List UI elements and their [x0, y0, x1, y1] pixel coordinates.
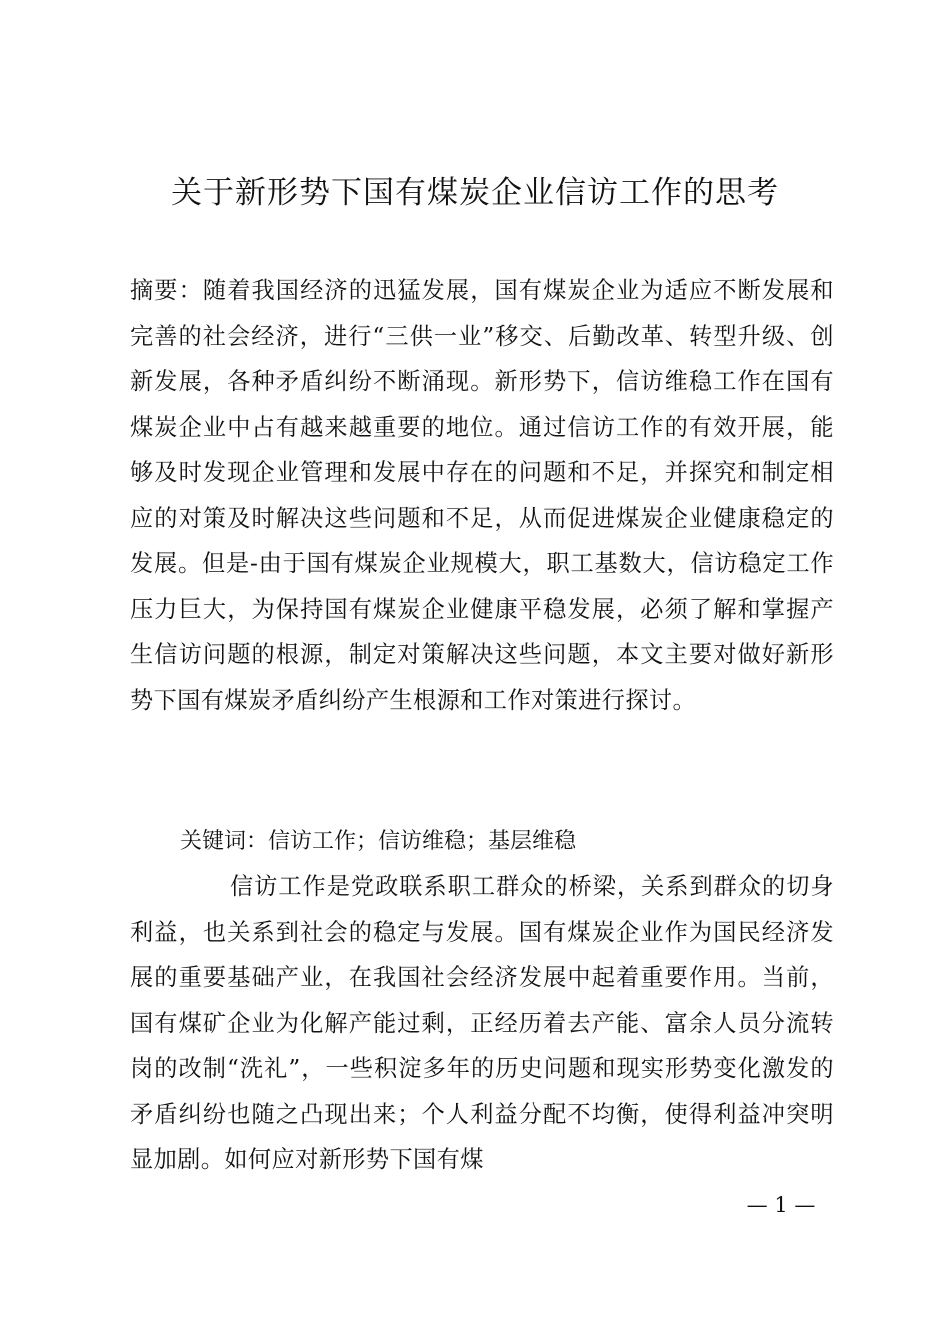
page-number: — 1 — [746, 1193, 816, 1217]
keywords-label: 关键词： [180, 829, 269, 854]
abstract-paragraph [130, 268, 834, 723]
abstract-text: 随着我国经济的迅猛发展，国有煤炭企业为适应不断发展和完善的社会经济，进行“三供一业”移交、后勤改革、转型升级、创新发展，各种矛盾纠纷不断涌现。新形势下，信访维稳工作在国有煤炭企业中占有越来越重要的地位。通过信访工作的有效开展，能够及时发现企业管理和发展中存在的问题和不足，并探究和制定相应的对策及时解决这些问题和不足，从而促进煤炭企业健康稳定的发展。但是-由于国有煤炭企业规模大，职工基数大，信访稳定工作压力巨大，为保持国有煤炭企业健康平稳发展，必须了解和掌握产生信访问题的根源，制定对策解决这些问题，本文主要对做好新形势下国有煤炭矛盾纠纷产生根源和工作对策进行探讨。 [130, 277, 834, 714]
keywords-text: 信访工作；信访维稳；基层维稳 [268, 829, 577, 854]
document-title: 关于新形势下国有煤炭企业信访工作的思考 [171, 175, 779, 211]
keywords-line [180, 820, 840, 864]
body-paragraph: 信访工作是党政联系职工群众的桥梁，关系到群众的切身利益，也关系到社会的稳定与发展。国有煤炭企业作为国民经济发展的重要基础产业，在我国社会经济发展中起着重要作用。当前，国有煤矿企业为化解产能过剩，正经历着去产能、富余人员分流转岗的改制“洗礼”，一些积淀多年的历史问题和现实形势变化激发的矛盾纠纷也随之凸现出来；个人利益分配不均衡，使得利益冲突明显加剧。如何应对新形势下国有煤 [130, 873, 834, 1173]
abstract-label: 摘要： [130, 277, 203, 304]
